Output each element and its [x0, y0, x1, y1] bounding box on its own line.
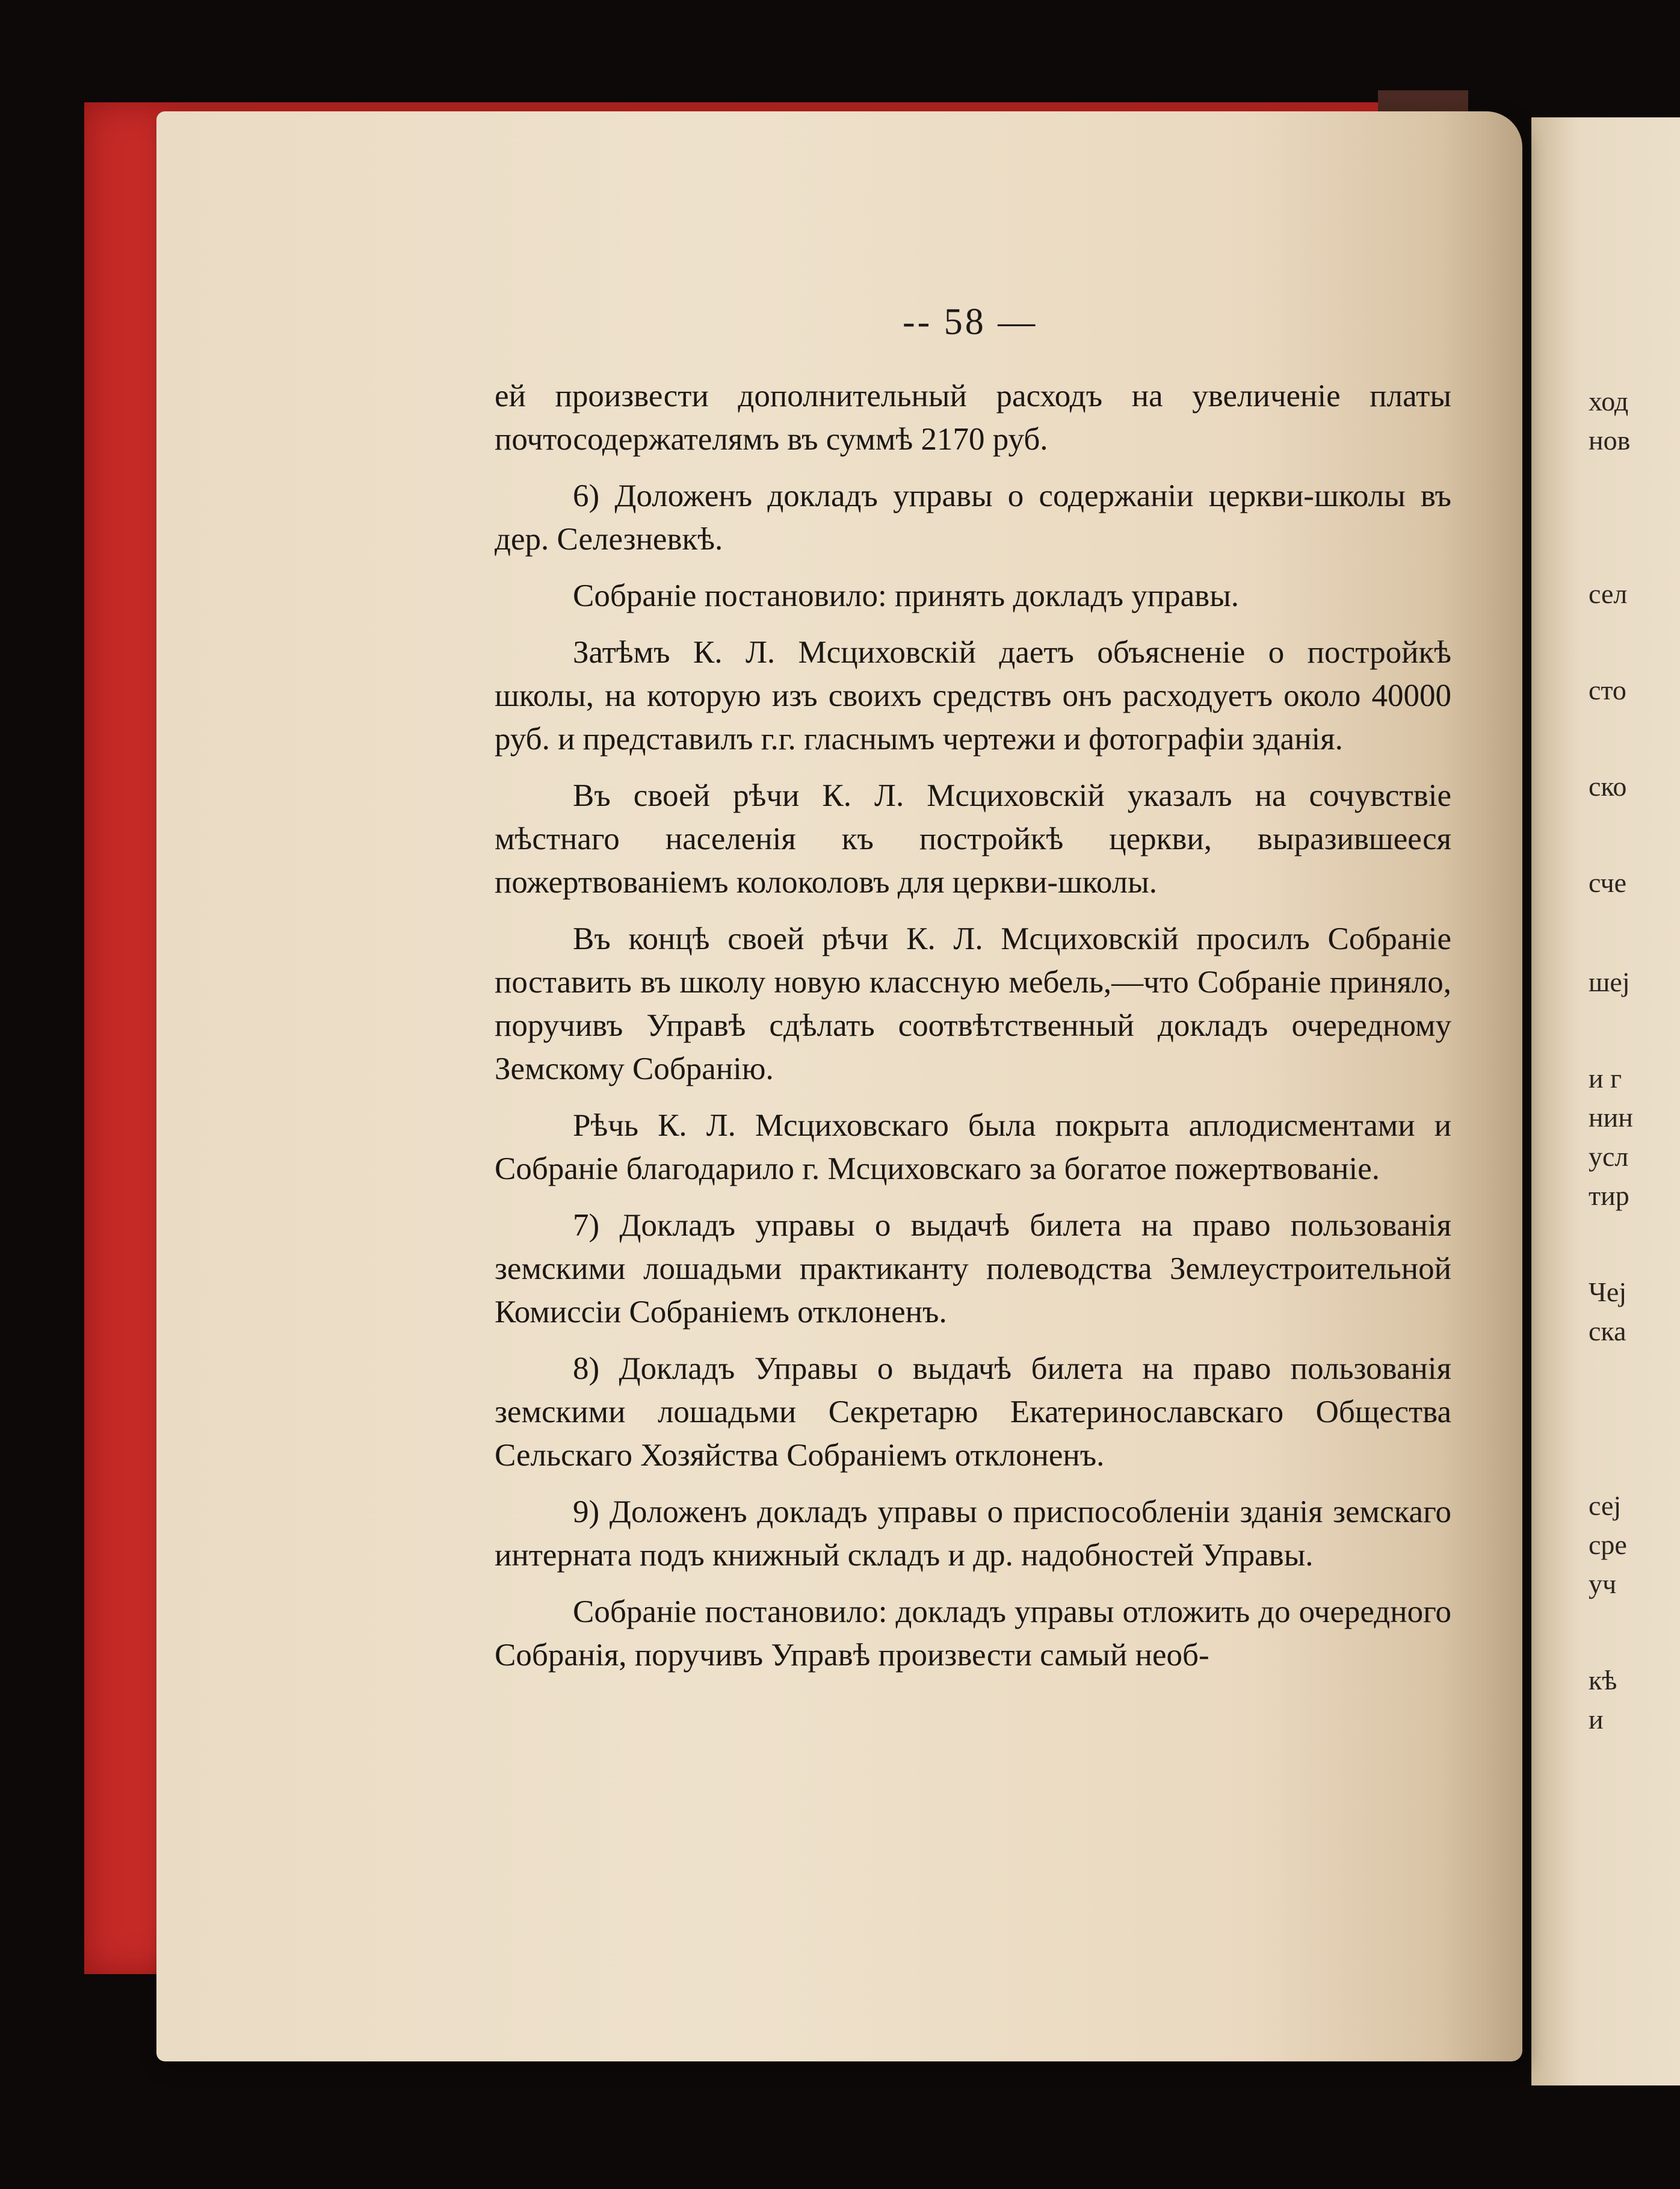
facing-page-fragment: сре	[1589, 1529, 1627, 1560]
facing-page-fragment: кѣ	[1589, 1665, 1617, 1695]
paragraph: Собраніе постановило: принять докладъ управы.	[573, 578, 1240, 613]
facing-page-fragment: шеј	[1589, 967, 1630, 997]
paragraph: Въ концѣ своей рѣчи К. Л. Мсциховскій просилъ Собраніе поставить въ школу новую классную мебель,—что Собраніе приняло, поручивъ Управѣ сдѣлать соотвѣтственный докладъ очередному Земскому Собранію.	[495, 921, 1451, 1086]
facing-page-fragment: ско	[1589, 771, 1627, 802]
paragraph: Собраніе постановило: докладъ управы отложить до очередного Собранія, поручивъ Управѣ произвести самый необ-	[495, 1594, 1451, 1673]
facing-page-fragment: усл	[1589, 1141, 1629, 1172]
facing-page-fragment: уч	[1589, 1568, 1617, 1599]
facing-page-fragment: сеј	[1589, 1490, 1622, 1521]
facing-page-fragment: нин	[1589, 1102, 1633, 1133]
paragraph: 8) Докладъ Управы о выдачѣ билета на право пользованія земскими лошадьми Секретарю Екатеринославскаго Общества Сельскаго Хозяйства Собраніемъ отклоненъ.	[495, 1351, 1451, 1473]
paragraph: 6) Доложенъ докладъ управы о содержаніи церкви-школы въ дер. Селезневкѣ.	[495, 478, 1451, 557]
facing-page-fragment: и г	[1589, 1063, 1622, 1094]
facing-page-fragment: тир	[1589, 1180, 1629, 1211]
paragraph: Затѣмъ К. Л. Мсциховскій даетъ объясненіе о постройкѣ школы, на которую изъ своихъ средствъ онъ расходуетъ около 40000 руб. и представилъ г.г. гласнымъ чертежи и фотографіи зданія.	[495, 635, 1451, 757]
page-number: -- 58 —	[903, 302, 1038, 342]
facing-page-fragment: нов	[1589, 425, 1631, 456]
facing-page-fragment: сто	[1589, 675, 1626, 705]
facing-page-fragment: Чеј	[1589, 1277, 1627, 1307]
facing-page	[1531, 117, 1680, 2085]
facing-page-fragment: сче	[1589, 867, 1627, 898]
paragraph: Въ своей рѣчи К. Л. Мсциховскій указалъ на сочувствіе мѣстнаго населенія къ постройкѣ церкви, выразившееся пожертвованіемъ колоколовъ для церкви-школы.	[495, 778, 1451, 900]
facing-page-fragment: и	[1589, 1704, 1604, 1735]
page-text	[495, 374, 1451, 1690]
paragraph: Рѣчь К. Л. Мсциховскаго была покрыта аплодисментами и Собраніе благодарило г. Мсциховскаго за богатое пожертвованіе.	[495, 1108, 1451, 1186]
paragraph: ей произвести дополнительный расходъ на увеличеніе платы почтосодержателямъ въ суммѣ 2170 руб.	[495, 379, 1451, 457]
paragraph: 7) Докладъ управы о выдачѣ билета на право пользованія земскими лошадьми практиканту полеводства Землеустроительной Комиссіи Собраніемъ отклоненъ.	[495, 1208, 1451, 1330]
facing-page-fragment: сел	[1589, 578, 1628, 609]
paragraph: 9) Доложенъ докладъ управы о приспособленіи зданія земскаго интерната подъ книжный складъ и др. надобностей Управы.	[495, 1494, 1451, 1573]
facing-page-fragment: ход	[1589, 386, 1629, 416]
facing-page-fragment: ска	[1589, 1316, 1626, 1346]
